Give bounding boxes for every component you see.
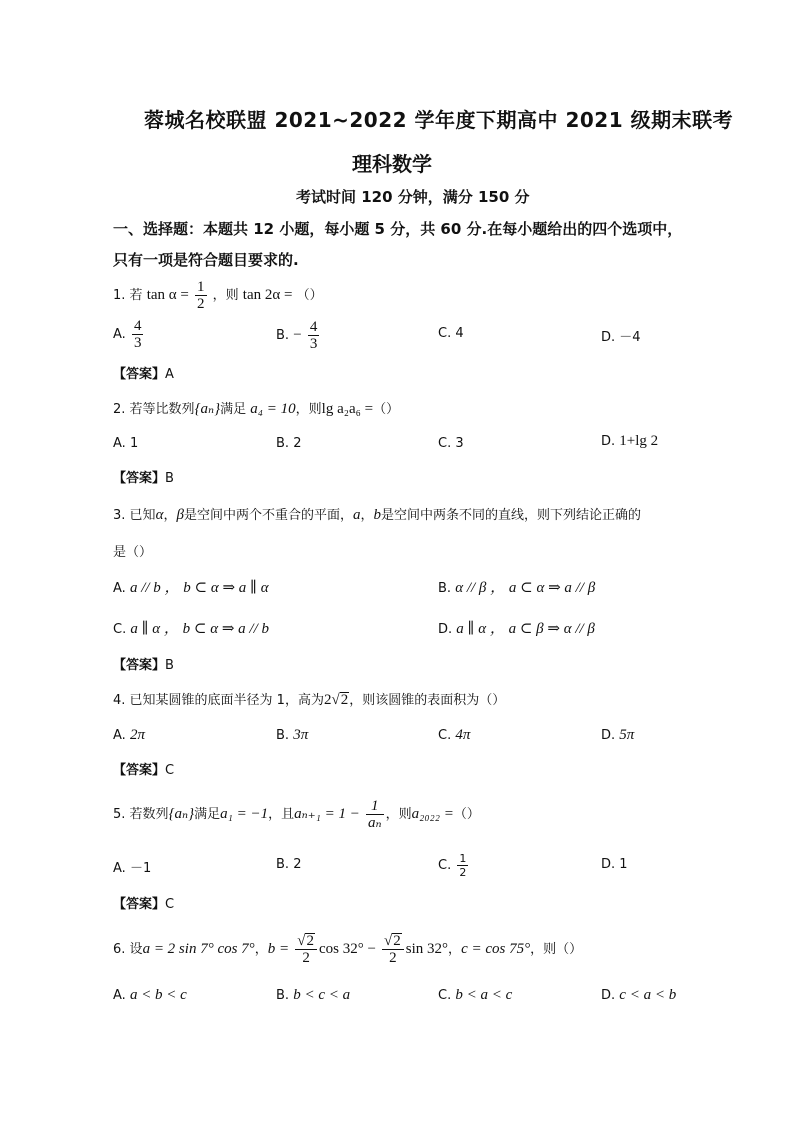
- option-label: B.: [276, 436, 290, 451]
- sqrt-sign: √: [331, 692, 340, 708]
- question-number: 4.: [113, 693, 126, 708]
- math-expr: a₂₀₂₂ =: [411, 806, 454, 822]
- option-d: [601, 987, 676, 1004]
- option-label: D.: [601, 857, 616, 872]
- answer-3: [113, 654, 174, 673]
- answer-tag: 【答案】: [113, 367, 166, 382]
- question-text: （）: [296, 288, 323, 303]
- math-expr: b: [373, 507, 381, 523]
- math-expr: lg a₂a₆ =: [321, 401, 374, 417]
- sqrt-sign: √: [384, 933, 393, 949]
- option-label: D.: [438, 622, 453, 637]
- frac-numerator: [382, 933, 404, 950]
- option-d: [601, 727, 634, 744]
- fraction: [308, 319, 320, 352]
- frac-denominator: 2: [302, 950, 310, 966]
- math-expr: {aₙ}: [168, 806, 195, 822]
- sqrt-radicand: 2: [340, 692, 349, 708]
- frac-denominator: 2: [459, 866, 467, 879]
- option-a: [113, 318, 145, 352]
- sqrt-radicand: 2: [393, 933, 401, 949]
- fraction: [382, 933, 404, 966]
- minus-sign: −: [293, 327, 302, 343]
- math-expr: a: [352, 507, 361, 523]
- question-text: 若数列: [129, 807, 169, 822]
- option-value: 2π: [129, 727, 145, 743]
- separator: ，: [163, 508, 177, 523]
- answer-tag: 【答案】: [113, 897, 166, 912]
- question-number: 1.: [113, 288, 126, 303]
- question-text: 若: [129, 288, 143, 303]
- option-label: C.: [113, 622, 127, 637]
- option-label: C.: [438, 988, 452, 1003]
- question-text: 满足: [194, 807, 221, 822]
- option-c: [438, 727, 470, 744]
- math-expr: tan 2α =: [242, 287, 293, 303]
- question-text: 是空间中两个不重合的平面，: [183, 508, 353, 523]
- question-number: 5.: [113, 807, 126, 822]
- option-value: 4π: [455, 727, 471, 743]
- fraction: [295, 933, 317, 966]
- math-expr: a = 2 sin 7° cos 7°: [142, 941, 255, 957]
- fraction: [195, 279, 207, 312]
- question-text: 满足: [220, 402, 247, 417]
- option-label: D.: [601, 728, 616, 743]
- option-b: [276, 857, 301, 872]
- option-value: a < b < c: [129, 987, 187, 1003]
- frac-numerator: 1: [197, 279, 205, 295]
- option-value: c < a < b: [619, 987, 677, 1003]
- answer-value: B: [165, 658, 174, 673]
- frac-numerator: 4: [133, 318, 142, 334]
- option-d: [601, 857, 628, 872]
- answer-2: [113, 467, 174, 486]
- exam-info: 考试时间 120 分钟，满分 150 分: [296, 188, 530, 206]
- option-a: [113, 727, 145, 744]
- question-6: [113, 928, 582, 971]
- answer-tag: 【答案】: [113, 763, 166, 778]
- separator: ，: [360, 508, 374, 523]
- math-expr: tan α =: [146, 287, 189, 303]
- option-a: [113, 436, 138, 451]
- option-value: 3: [455, 436, 464, 451]
- math-expr: c = cos 75°: [461, 941, 531, 957]
- option-value: －1: [129, 861, 152, 876]
- answer-4: [113, 759, 174, 778]
- option-value: a // b ， b ⊂ α ⇒ a ∥ α: [129, 580, 269, 596]
- answer-tag: 【答案】: [113, 471, 166, 486]
- frac-numerator: 4: [309, 319, 318, 335]
- question-text: （）: [373, 402, 400, 417]
- option-label: D.: [601, 330, 616, 345]
- math-expr: b =: [267, 941, 290, 957]
- option-label: A.: [113, 728, 126, 743]
- frac-denominator: aₙ: [368, 815, 382, 831]
- question-number: 3.: [113, 508, 126, 523]
- math-expr: a₄ = 10: [250, 401, 296, 417]
- math-expr: β: [176, 507, 184, 523]
- separator: ，: [448, 942, 462, 957]
- question-text: 是空间中两条不同的直线，则下列结论正确的: [380, 508, 641, 523]
- question-1: [113, 278, 323, 313]
- math-expr: sin 32°: [405, 941, 449, 957]
- question-5: [113, 794, 480, 835]
- question-text: （）: [453, 807, 480, 822]
- question-4: [113, 689, 505, 709]
- option-a: [113, 987, 187, 1004]
- option-value: 2: [293, 857, 302, 872]
- option-label: B.: [276, 857, 290, 872]
- fraction: [366, 798, 384, 831]
- option-label: C.: [438, 858, 452, 873]
- option-label: C.: [438, 728, 452, 743]
- option-value: b < a < c: [455, 987, 513, 1003]
- option-label: A.: [113, 861, 126, 876]
- frac-denominator: 3: [133, 335, 142, 351]
- option-c: [438, 987, 512, 1004]
- question-number: 2.: [113, 402, 126, 417]
- math-expr: a₁ = −1: [220, 806, 269, 822]
- sqrt-radicand: 2: [306, 933, 314, 949]
- option-d: [438, 617, 595, 638]
- option-label: C.: [438, 436, 452, 451]
- question-number: 6.: [113, 942, 126, 957]
- question-text: ，则（）: [530, 942, 583, 957]
- frac-denominator: 2: [197, 296, 205, 312]
- page-title: 蓉城名校联盟 2021~2022 学年度下期高中 2021 级期末联考: [144, 108, 734, 132]
- option-label: A.: [113, 436, 126, 451]
- question-text: 设: [129, 942, 143, 957]
- question-text: ，则该圆锥的表面积为（）: [349, 693, 506, 708]
- question-text: 已知: [129, 508, 156, 523]
- answer-tag: 【答案】: [113, 658, 166, 673]
- option-b: [276, 436, 301, 451]
- option-c: [113, 617, 269, 638]
- frac-numerator: [295, 933, 317, 950]
- frac-numerator: 1: [459, 852, 467, 865]
- fraction: [457, 852, 468, 879]
- option-b: [276, 318, 321, 353]
- question-3-cont: 是（）: [113, 545, 153, 560]
- answer-1: [113, 363, 174, 382]
- section-heading: 一、选择题：本题共 12 小题，每小题 5 分，共 60 分.在每小题给出的四个选项中，: [113, 220, 683, 238]
- answer-value: B: [165, 471, 174, 486]
- answer-value: A: [165, 367, 174, 382]
- answer-5: [113, 893, 174, 912]
- option-value: 5π: [619, 727, 635, 743]
- option-label: A.: [113, 327, 126, 342]
- option-d: [601, 326, 641, 345]
- option-label: B.: [438, 581, 452, 596]
- question-text: ，则: [212, 288, 239, 303]
- option-value: a ∥ α ， b ⊂ α ⇒ a // b: [130, 621, 270, 637]
- option-c: [438, 326, 464, 341]
- option-a: [113, 576, 269, 597]
- option-c: [438, 436, 464, 451]
- option-value: a ∥ α ， a ⊂ β ⇒ α // β: [456, 621, 595, 637]
- question-text: ，且: [268, 807, 295, 822]
- answer-value: C: [165, 763, 175, 778]
- answer-value: C: [165, 897, 175, 912]
- math-expr: aₙ₊₁ = 1 −: [294, 806, 360, 822]
- option-label: C.: [438, 326, 452, 341]
- question-text: ，则: [385, 807, 412, 822]
- option-d: [601, 433, 658, 450]
- question-3: [113, 504, 641, 524]
- fraction: [132, 318, 144, 351]
- option-b: [438, 576, 595, 597]
- math-expr: {aₙ}: [194, 401, 221, 417]
- math-expr: 2: [323, 692, 332, 708]
- frac-denominator: 2: [389, 950, 397, 966]
- option-value: 4: [455, 326, 464, 341]
- option-label: A.: [113, 988, 126, 1003]
- option-value: 1: [619, 857, 628, 872]
- option-value: 1+lg 2: [619, 433, 659, 449]
- option-b: [276, 987, 350, 1004]
- option-label: B.: [276, 988, 290, 1003]
- option-a: [113, 857, 151, 876]
- option-b: [276, 727, 308, 744]
- option-label: B.: [276, 328, 290, 343]
- separator: ，: [254, 942, 268, 957]
- math-expr: α: [155, 507, 164, 523]
- option-c: [438, 850, 470, 882]
- question-text: ，则: [295, 402, 322, 417]
- frac-numerator: 1: [366, 798, 384, 815]
- option-label: A.: [113, 581, 126, 596]
- option-value: b < c < a: [293, 987, 351, 1003]
- question-text: 已知某圆锥的底面半径为 1，高为: [129, 693, 324, 708]
- question-text: 若等比数列: [129, 402, 195, 417]
- subject-title: 理科数学: [352, 152, 432, 176]
- option-label: D.: [601, 434, 616, 449]
- sqrt-sign: √: [297, 933, 306, 949]
- option-value: －4: [619, 330, 641, 345]
- option-value: 3π: [293, 727, 309, 743]
- option-value: 2: [293, 436, 302, 451]
- option-value: 1: [129, 436, 139, 451]
- question-2: [113, 398, 399, 418]
- option-label: B.: [276, 728, 290, 743]
- section-heading-cont: 只有一项是符合题目要求的.: [113, 251, 299, 269]
- math-expr: cos 32° −: [318, 941, 376, 957]
- frac-denominator: 3: [309, 336, 318, 352]
- option-value: α // β ， a ⊂ α ⇒ a // β: [455, 580, 596, 596]
- option-label: D.: [601, 988, 616, 1003]
